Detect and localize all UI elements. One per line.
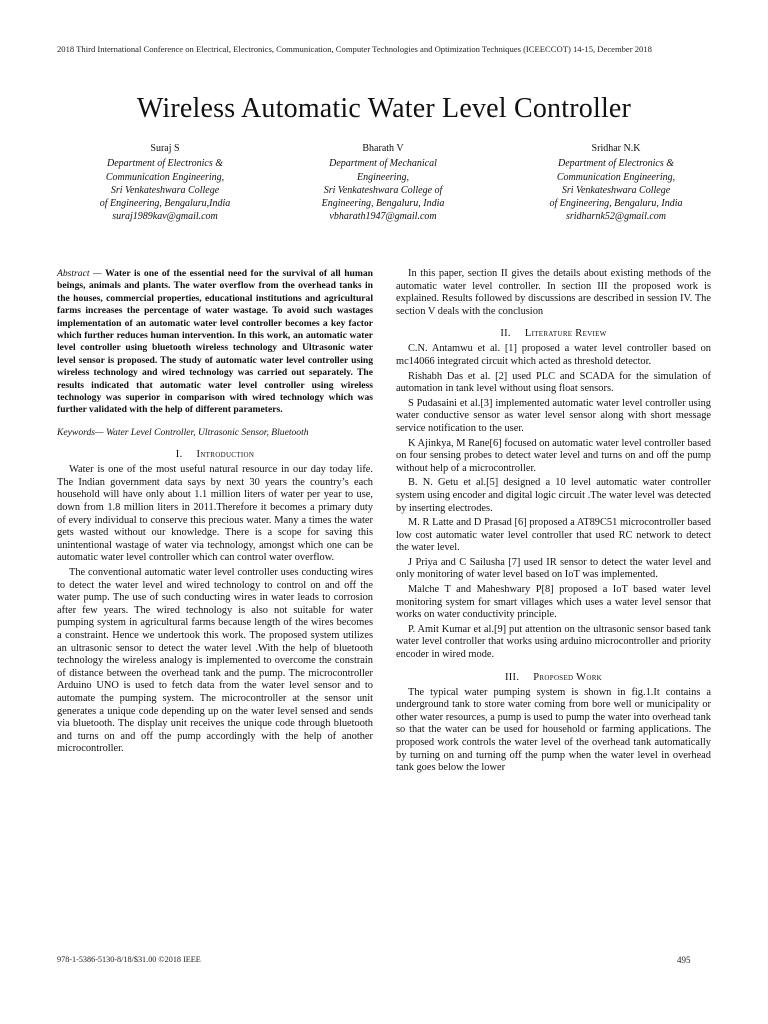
- paragraph: J Priya and C Sailusha [7] used IR sensor to detect the water level and only monitoring of water level based on IoT was implemented.: [396, 556, 711, 581]
- paragraph: In this paper, section II gives the details about existing methods of the automatic water level controller. In section III the proposed work is explained. Results followed by discussions are described in session IV. The section V deals with the conclusion: [396, 268, 711, 317]
- author-name: Bharath V: [362, 143, 404, 154]
- abstract-body: Water is one of the essential need for the survival of all human beings, animals and plants. The water overflow from the overhead tanks in the houses, commercial properties, educational institutions and agricultural farms increases the percentage of water wastage. To avoid such wastages implementation of an automatic water level controller becomes a key factor which further reduces human intervention. In this work, an automatic water level controller using bluetooth wireless technology and Ultrasonic water level sensor is proposed. The study of automatic water level controller using wireless technology and wired technology was carried out separately. The results indicated that automatic water level controller using wireless technology was superior in comparison with wired technology which was further validated with the help of different parameters.: [57, 268, 373, 416]
- author-name: Suraj S: [150, 143, 180, 154]
- right-column: [396, 268, 711, 777]
- abstract-lead: Abstract —: [57, 268, 106, 279]
- author-name: Sridhar N.K: [591, 143, 641, 154]
- author-block-2: [273, 142, 493, 224]
- section-heading-introduction: [57, 449, 373, 460]
- section-title: Literature Review: [524, 328, 607, 340]
- paragraph: Malche T and Maheshwary P[8] proposed a IoT based water level monitoring system for smart villages which uses a water level sensor that works on water conductivity principle.: [396, 584, 711, 621]
- section-number: II.: [500, 328, 511, 340]
- author-affiliation-line: Communication Engineering,: [105, 171, 225, 183]
- author-affiliation-line: Department of Electronics &: [558, 158, 674, 170]
- paragraph: The typical water pumping system is shown in fig.1.It contains a underground tank to store water coming from bore well or municipality or other water resources, a pump is used to pump the water into overhead tank so that the water can be used for household or farming applications. The proposed work controls the water level of the overhead tank automatically by turning on and turning off the pump when the water level in overhead tank goes below the lower: [396, 686, 711, 774]
- author-affiliation-line: of Engineering, Bengaluru,India: [99, 198, 231, 210]
- author-affiliation-line: Sri Venkateshwara College: [561, 184, 671, 196]
- abstract: [57, 268, 373, 417]
- author-email: suraj1989kav@gmail.com: [112, 211, 218, 223]
- paragraph: P. Amit Kumar et al.[9] put attention on the ultrasonic sensor based tank water level controller that works using arduino microcontroller and priority encoder in wired mode.: [396, 623, 711, 661]
- paragraph: S Pudasaini et al.[3] implemented automatic water level controller using water conductive sensor as water level sensor along with short message service notification to the user.: [396, 397, 711, 434]
- author-affiliation-line: Sri Venkateshwara College of: [323, 184, 443, 196]
- author-affiliation-line: Department of Electronics &: [107, 158, 223, 170]
- author-affiliation-line: Engineering, Bengaluru, India: [321, 198, 445, 210]
- section-number: I.: [175, 449, 183, 461]
- section-heading-literature-review: [396, 328, 711, 339]
- paragraph: M. R Latte and D Prasad [6] proposed a AT89C51 microcontroller based low cost automatic water level controller that used RC network to detect the water level.: [396, 517, 711, 554]
- author-affiliation-line: of Engineering, Bengaluru, India: [549, 198, 683, 210]
- paragraph: B. N. Getu et al.[5] designed a 10 level automatic water controller system using encoder and digital logic circuit .The water level was detected by inserting electrodes.: [396, 477, 711, 514]
- paragraph: Rishabh Das et al. [2] used PLC and SCADA for the simulation of automation in tank level without using float sensors.: [396, 370, 711, 395]
- left-column: [57, 268, 373, 758]
- author-block-1: [55, 142, 275, 224]
- author-email: vbharath1947@gmail.com: [329, 211, 437, 223]
- section-title: Introduction: [196, 449, 255, 461]
- author-email: sridharnk52@gmail.com: [565, 211, 667, 223]
- paragraph: K Ajinkya, M Rane[6] focused on automatic water level controller based on four sensing probes to detect water level and turns on and off the pump without help of a microcontroller.: [396, 437, 711, 474]
- author-affiliation-line: Engineering,: [357, 171, 409, 183]
- section-title: Proposed Work: [533, 671, 603, 683]
- paragraph: Water is one of the most useful natural resource in our day today life. The Indian government data says by next 30 years the country’s each household will have only about 1.1 million liters of water per year to use, down from 1.8 million liters in 2011.Therefore it becomes a primary duty of every individual to conserve this precious water. Many a times the water gets wasted without our knowledge. There is a scope for saving this unintentional wastage of water via technology, amongst which one can be automatic water level controller which can control water overflow.: [57, 464, 373, 564]
- author-affiliation-line: Department of Mechanical: [329, 158, 437, 170]
- paragraph: C.N. Antamwu et al. [1] proposed a water level controller based on mc14066 integrated circuit which acted as threshold detector.: [396, 343, 711, 367]
- author-block-3: [506, 142, 726, 224]
- keywords: Keywords— Water Level Controller, Ultrasonic Sensor, Bluetooth: [57, 426, 309, 438]
- author-affiliation-line: Communication Engineering,: [556, 171, 676, 183]
- page-number: 495: [677, 955, 691, 965]
- section-number: III.: [504, 671, 520, 683]
- paragraph: The conventional automatic water level controller uses conducting wires to detect the water level and wired technology to control on and off the water pump. The use of such conducting wires in water leads to corrosion after few years. The wired technology is also not suitable for water pumping system in agricultural farms because length of the wires becomes a constraint. Hence we undertook this work. The proposed system utilizes an ultrasonic sensor to detect the water level .With the help of bluetooth technology the wireless analogy is implemented to overcome the constrain of distance between the overhead tank and the pump. The microcontroller Arduino UNO is used to fetch data from the water level sensor and to automate the pumping system. The microcontroller at the sensor unit generates a unique code depending up on the water level sensed and sends via bluetooth. The display unit receives the unique code through bluetooth and turns on and off the pump accordingly with the help of another microcontroller.: [57, 567, 373, 755]
- footer-copyright: 978-1-5386-5130-8/18/$31.00 ©2018 IEEE: [57, 955, 201, 964]
- conference-header: 2018 Third International Conference on Electrical, Electronics, Communication, Computer Technologies and Optimization Techniques (ICEECCOT) 14-15, December 2018: [57, 44, 652, 54]
- section-heading-proposed-work: [396, 672, 711, 683]
- paper-title: Wireless Automatic Water Level Controller: [136, 93, 632, 124]
- author-affiliation-line: Sri Venkateshwara College: [110, 184, 220, 196]
